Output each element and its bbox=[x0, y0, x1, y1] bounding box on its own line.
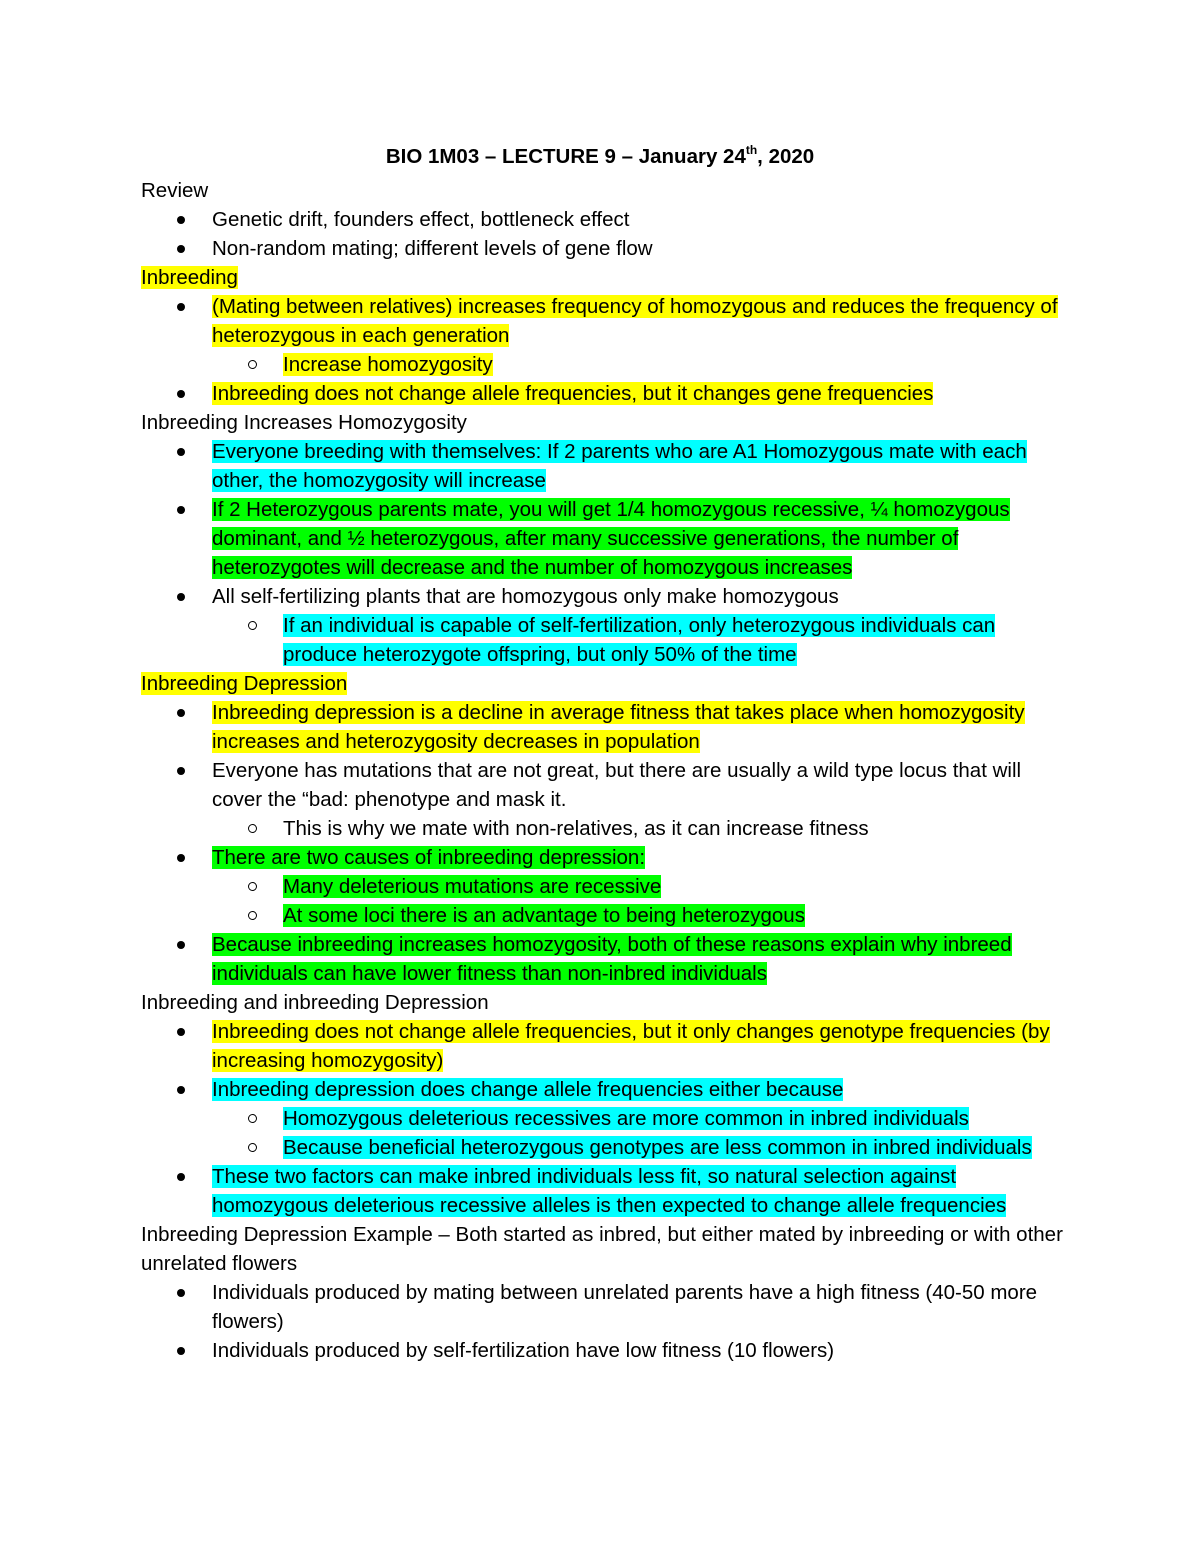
bullet-dot-icon bbox=[177, 854, 185, 862]
title-text: BIO 1M03 – LECTURE 9 – January 24 bbox=[385, 145, 746, 168]
list-item-text: (Mating between relatives) increases frequency of homozygous and reduces the frequency of heterozygous in each generation bbox=[212, 295, 1058, 347]
bullet-circle-icon bbox=[248, 882, 257, 891]
bullet-circle-icon bbox=[248, 911, 257, 920]
sub-bullet-list bbox=[141, 872, 1071, 930]
list-item-text: All self-fertilizing plants that are homozygous only make homozygous bbox=[212, 585, 839, 608]
bullet-circle-icon bbox=[248, 824, 257, 833]
sub-list-item-text: This is why we mate with non-relatives, as it can increase fitness bbox=[283, 817, 869, 840]
bullet-dot-icon bbox=[177, 1028, 185, 1036]
list-item bbox=[141, 930, 1071, 988]
sub-list-item bbox=[141, 901, 1071, 930]
list-item-text: Individuals produced by self-fertilization have low fitness (10 flowers) bbox=[212, 1339, 835, 1362]
section-heading-text: Inbreeding Depression Example – Both started as inbred, but either mated by inbreeding or with other unrelated flowers bbox=[141, 1223, 1063, 1275]
sub-list-item bbox=[141, 350, 1071, 379]
bullet-list bbox=[141, 292, 1071, 408]
list-item-text: Inbreeding depression does change allele frequencies either because bbox=[212, 1078, 844, 1101]
list-item bbox=[141, 495, 1071, 582]
page-title bbox=[0, 142, 1200, 171]
sub-list-item bbox=[141, 1133, 1071, 1162]
list-item-text: Inbreeding does not change allele frequencies, but it changes gene frequencies bbox=[212, 382, 934, 405]
section-heading bbox=[141, 669, 1071, 698]
bullet-list bbox=[141, 698, 1071, 988]
bullet-list bbox=[141, 205, 1071, 263]
bullet-dot-icon bbox=[177, 390, 185, 398]
section-heading-text: Review bbox=[141, 179, 209, 202]
bullet-circle-icon bbox=[248, 1143, 257, 1152]
bullet-circle-icon bbox=[248, 621, 257, 630]
list-item bbox=[141, 1017, 1071, 1075]
list-item-text: If 2 Heterozygous parents mate, you will get 1/4 homozygous recessive, ¼ homozygous dominant, and ½ heterozygous, after many successive generations, the number of heterozygotes will decrease and the number of homozygous increases bbox=[212, 498, 1010, 579]
bullet-dot-icon bbox=[177, 1289, 185, 1297]
list-item bbox=[141, 379, 1071, 408]
bullet-circle-icon bbox=[248, 1114, 257, 1123]
list-item bbox=[141, 843, 1071, 930]
list-item bbox=[141, 1075, 1071, 1162]
bullet-dot-icon bbox=[177, 216, 185, 224]
notes-content bbox=[141, 176, 1071, 1365]
section-heading-text: Inbreeding bbox=[141, 266, 238, 289]
section-heading bbox=[141, 1220, 1071, 1278]
list-item bbox=[141, 756, 1071, 843]
bullet-dot-icon bbox=[177, 941, 185, 949]
title-suffix: , 2020 bbox=[757, 145, 815, 168]
sub-bullet-list bbox=[141, 814, 1071, 843]
section-heading-text: Inbreeding and inbreeding Depression bbox=[141, 991, 489, 1014]
list-item-text: There are two causes of inbreeding depression: bbox=[212, 846, 646, 869]
list-item bbox=[141, 205, 1071, 234]
list-item-text: Genetic drift, founders effect, bottleneck effect bbox=[212, 208, 630, 231]
section-heading-text: Inbreeding Increases Homozygosity bbox=[141, 411, 467, 434]
bullet-dot-icon bbox=[177, 1347, 185, 1355]
list-item-text: Inbreeding does not change allele frequencies, but it only changes genotype frequencies (by increasing homozygosity) bbox=[212, 1020, 1050, 1072]
sub-list-item-text: Increase homozygosity bbox=[283, 353, 493, 376]
list-item-text: Everyone has mutations that are not great, but there are usually a wild type locus that will cover the “bad: phenotype and mask it. bbox=[212, 759, 1022, 811]
bullet-dot-icon bbox=[177, 506, 185, 514]
list-item bbox=[141, 698, 1071, 756]
section-heading-text: Inbreeding Depression bbox=[141, 672, 348, 695]
bullet-dot-icon bbox=[177, 593, 185, 601]
section-heading bbox=[141, 988, 1071, 1017]
bullet-circle-icon bbox=[248, 360, 257, 369]
bullet-dot-icon bbox=[177, 709, 185, 717]
bullet-dot-icon bbox=[177, 1086, 185, 1094]
sub-list-item bbox=[141, 872, 1071, 901]
title-superscript: th bbox=[745, 143, 758, 157]
section-heading bbox=[141, 408, 1071, 437]
section-heading bbox=[141, 263, 1071, 292]
sub-bullet-list bbox=[141, 350, 1071, 379]
sub-list-item-text: Homozygous deleterious recessives are more common in inbred individuals bbox=[283, 1107, 969, 1130]
sub-bullet-list bbox=[141, 1104, 1071, 1162]
sub-bullet-list bbox=[141, 611, 1071, 669]
bullet-list bbox=[141, 437, 1071, 669]
list-item-text: Because inbreeding increases homozygosity, both of these reasons explain why inbreed individuals can have lower fitness than non-inbred individuals bbox=[212, 933, 1012, 985]
bullet-dot-icon bbox=[177, 303, 185, 311]
list-item-text: Everyone breeding with themselves: If 2 parents who are A1 Homozygous mate with each other, the homozygosity will increase bbox=[212, 440, 1027, 492]
list-item bbox=[141, 1336, 1071, 1365]
list-item bbox=[141, 1162, 1071, 1220]
bullet-list bbox=[141, 1278, 1071, 1365]
sub-list-item bbox=[141, 1104, 1071, 1133]
bullet-dot-icon bbox=[177, 1173, 185, 1181]
sub-list-item-text: At some loci there is an advantage to being heterozygous bbox=[283, 904, 805, 927]
list-item bbox=[141, 582, 1071, 669]
bullet-dot-icon bbox=[177, 767, 185, 775]
list-item-text: Non-random mating; different levels of gene flow bbox=[212, 237, 653, 260]
list-item bbox=[141, 234, 1071, 263]
sub-list-item bbox=[141, 814, 1071, 843]
list-item-text: Inbreeding depression is a decline in average fitness that takes place when homozygosity increases and heterozygosity decreases in population bbox=[212, 701, 1025, 753]
bullet-list bbox=[141, 1017, 1071, 1220]
bullet-dot-icon bbox=[177, 245, 185, 253]
list-item bbox=[141, 437, 1071, 495]
sub-list-item-text: Many deleterious mutations are recessive bbox=[283, 875, 662, 898]
bullet-dot-icon bbox=[177, 448, 185, 456]
list-item-text: These two factors can make inbred individuals less fit, so natural selection against homozygous deleterious recessive alleles is then expected to change allele frequencies bbox=[212, 1165, 1007, 1217]
sub-list-item bbox=[141, 611, 1071, 669]
list-item-text: Individuals produced by mating between unrelated parents have a high fitness (40-50 more flowers) bbox=[212, 1281, 1038, 1333]
list-item bbox=[141, 1278, 1071, 1336]
list-item bbox=[141, 292, 1071, 379]
sub-list-item-text: If an individual is capable of self-fertilization, only heterozygous individuals can produce heterozygote offspring, but only 50% of the time bbox=[283, 614, 996, 666]
sub-list-item-text: Because beneficial heterozygous genotypes are less common in inbred individuals bbox=[283, 1136, 1032, 1159]
section-heading bbox=[141, 176, 1071, 205]
